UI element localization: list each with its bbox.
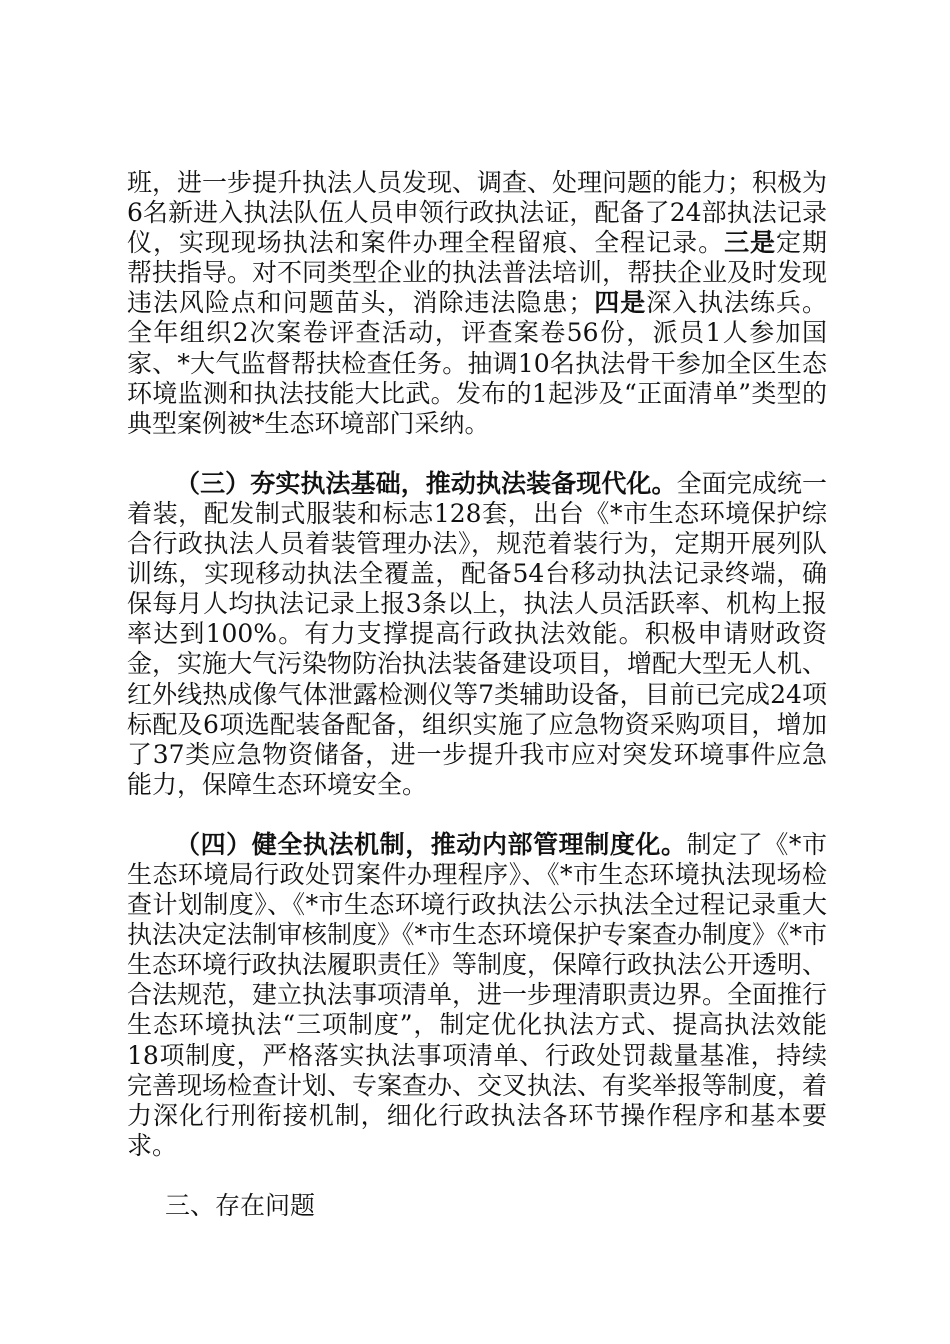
paragraph-heading-equipment: （三）夯实执法基础，推动执法装备现代化。	[175, 468, 677, 498]
paragraph-text: 定期帮扶指导。对不同类型企业的执法普法培训，帮扶企业及时发现违法风险点和问题苗头，消除违法隐患；	[127, 228, 828, 318]
paragraph-mechanism	[127, 830, 827, 1161]
bold-marker-third: 三是	[724, 228, 776, 258]
paragraph-equipment	[127, 469, 827, 800]
paragraph-spacer	[127, 439, 827, 469]
paragraph-text: 制定了《*市生态环境局行政处罚案件办理程序》、《*市生态环境执法现场检查计划制度》、《*市生态环境行政执法公示执法全过程记录重大执法决定法制审核制度》《*市生态环境保护专案查办制度》《*市生态环境行政执法履职责任》等制度，保障行政执法公开透明、合法规范，建立执法事项清单，进一步理清职责边界。全面推行生态环境执法“三项制度”，制定优化执法方式、提高执法效能18项制度，严格落实执法事项清单、行政处罚裁量基准，持续完善现场检查计划、专案查办、交叉执法、有奖举报等制度，着力深化行刑衔接机制，细化行政执法各环节操作程序和基本要求。	[127, 829, 828, 1160]
section-heading: 三、存在问题	[165, 1190, 316, 1220]
paragraph-heading-mechanism: （四）健全执法机制，推动内部管理制度化。	[175, 829, 687, 859]
paragraph-text: 班，进一步提升执法人员发现、调查、处理问题的能力；积极为6名新进入执法队伍人员申领行政执法证，配备了24部执法记录仪，实现现场执法和案件办理全程留痕、全程记录。	[127, 168, 828, 258]
paragraph-text: 全面完成统一着装，配发制式服装和标志128套，出台《*市生态环境保护综合行政执法人员着装管理办法》，规范着装行为，定期开展列队训练，实现移动执法全覆盖，配备54台移动执法记录终端，确保每月人均执法记录上报3条以上，执法人员活跃率、机构上报率达到100%。有力支撑提高行政执法效能。积极申请财政资金，实施大气污染物防治执法装备建设项目，增配大型无人机、红外线热成像气体泄露检测仪等7类辅助设备，目前已完成24项标配及6项选配装备配备，组织实施了应急物资采购项目，增加了37类应急物资储备，进一步提升我市应对突发环境事件应急能力，保障生态环境安全。	[127, 468, 828, 799]
paragraph-spacer	[127, 800, 827, 830]
document-body	[127, 168, 827, 1221]
paragraph-text: 深入执法练兵。全年组织2次案卷评查活动，评查案卷56份，派员1人参加国家、*大气监督帮扶检查任务。抽调10名执法骨干参加全区生态环境监测和执法技能大比武。发布的1起涉及“正面清单”类型的典型案例被*生态环境部门采纳。	[127, 288, 827, 438]
paragraph-spacer	[127, 1161, 827, 1191]
bold-marker-fourth: 四是	[593, 288, 647, 318]
paragraph-training	[127, 168, 827, 439]
